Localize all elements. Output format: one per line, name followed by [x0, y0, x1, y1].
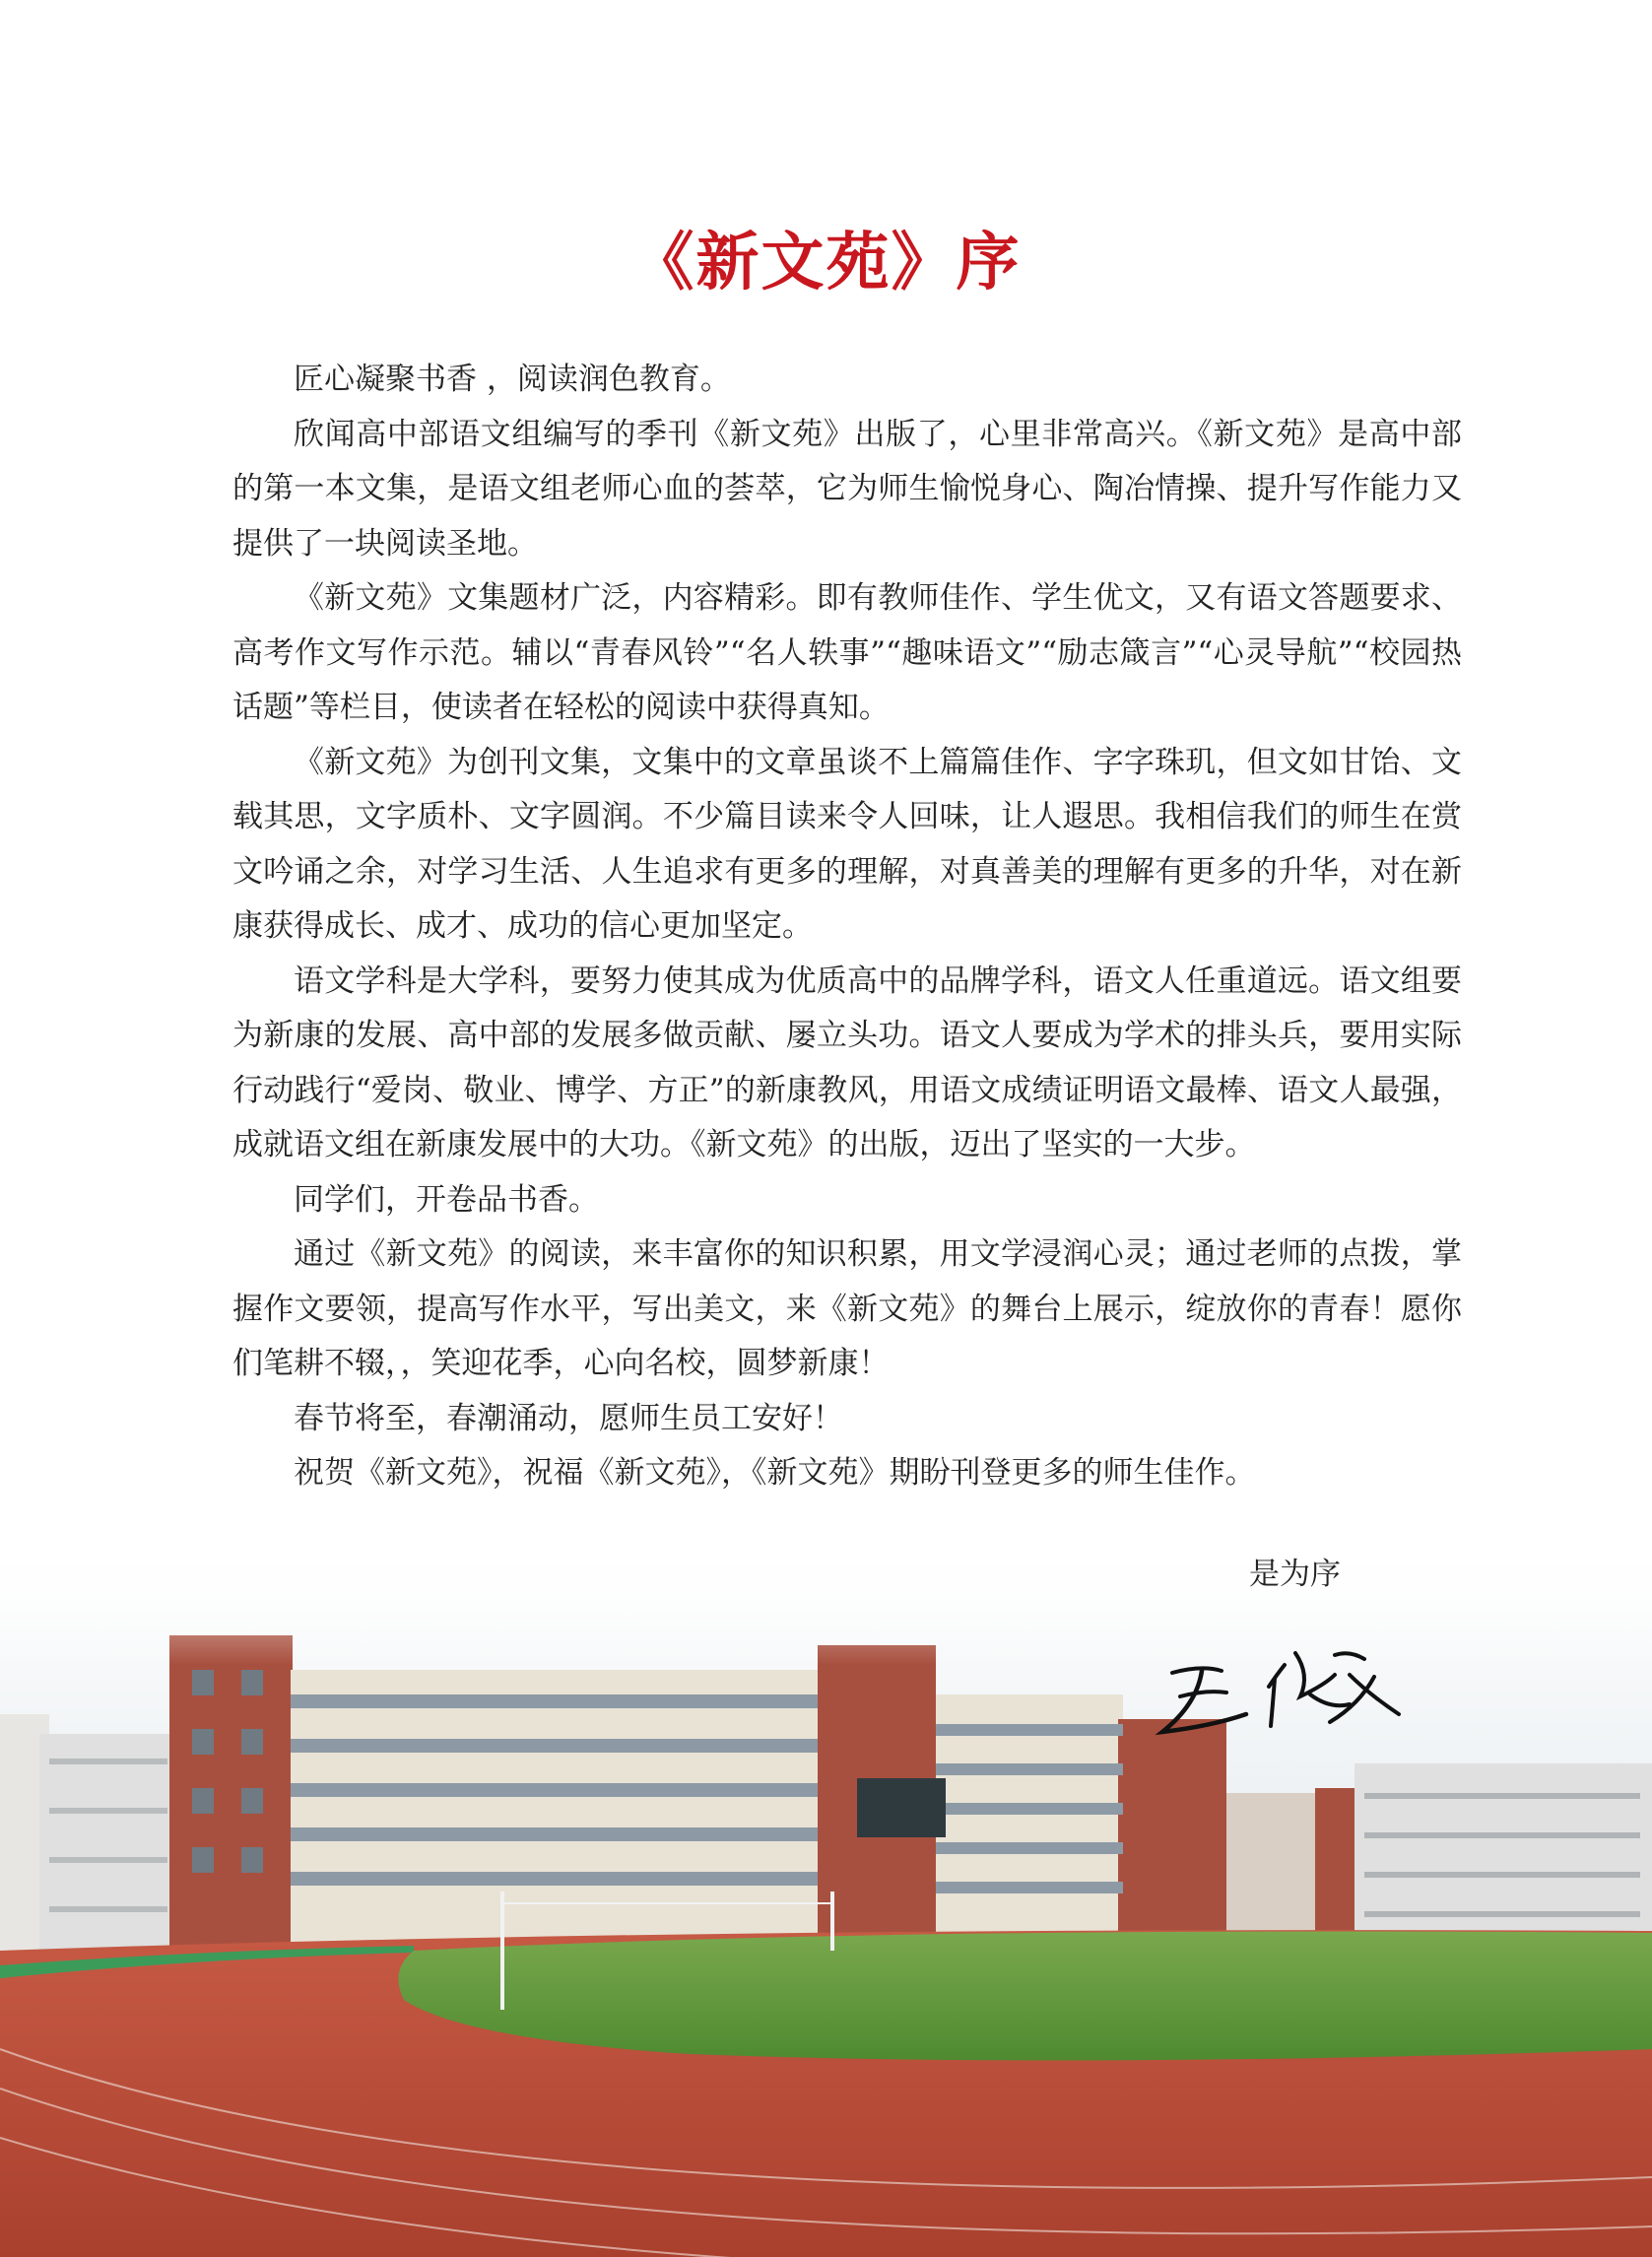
- page-title: 《新文苑》序: [630, 227, 1022, 299]
- paragraph: 春节将至，春潮涌动，愿师生员工安好！: [294, 1400, 843, 1436]
- paragraph: 祝贺《新文苑》，祝福《新文苑》，《新文苑》期盼刊登更多的师生佳作。: [294, 1455, 1256, 1491]
- paragraph: 同学们，开卷品书香。: [294, 1181, 599, 1218]
- left-building: [0, 1714, 177, 1970]
- signature: [1153, 1635, 1409, 1744]
- paragraph: 语文学科是大学科，要努力使其成为优质高中的品牌学科，语文人任重道远。语文组要为新康的发展、高中部的发展多做贡献、屡立头功。语文人要成为学术的排头兵，要用实际行动践行“爱岗、敬业、博学、方正”的新康教风，用语文成绩证明语文最棒、语文人最强，成就语文组在新康发展中的大功。《新文苑》的出版，迈出了坚实的一大步。: [232, 963, 1462, 1162]
- preface-body: [232, 353, 1462, 1501]
- paragraph: 通过《新文苑》的阅读，来丰富你的知识积累，用文学浸润心灵；通过老师的点拨，掌握作文要领，提高写作水平，写出美文，来《新文苑》的舞台上展示，绽放你的青春！愿你们笔耕不辍，，笑迎花季，心向名校，圆梦新康！: [232, 1236, 1462, 1381]
- paragraph: 匠心凝聚书香 ，阅读润色教育。: [294, 362, 731, 397]
- paragraph: 欣闻高中部语文组编写的季刊《新文苑》出版了，心里非常高兴。《新文苑》是高中部的第一本文集，是语文组老师心血的荟萃，它为师生愉悦身心、陶冶情操、提升写作能力又提供了一块阅读圣地。: [232, 416, 1462, 562]
- football-field: [398, 1931, 1652, 2060]
- paragraph: 《新文苑》文集题材广泛，内容精彩。即有教师佳作、学生优文，又有语文答题要求、高考作文写作示范。辅以“青春风铃”“名人轶事”“趣味语文”“励志箴言”“心灵导航”“校园热话题”等栏目，使读者在轻松的阅读中获得真知。: [232, 580, 1462, 725]
- signoff-text: 是为序: [1249, 1557, 1341, 1592]
- paragraph: 《新文苑》为创刊文集，文集中的文章虽谈不上篇篇佳作、字字珠玑，但文如甘饴、文载其思，文字质朴、文字圆润。不少篇目读来令人回味，让人遐思。我相信我们的师生在赏文吟诵之余，对学习生活、人生追求有更多的理解，对真善美的理解有更多的升华，对在新康获得成长、成才、成功的信心更加坚定。: [232, 744, 1462, 944]
